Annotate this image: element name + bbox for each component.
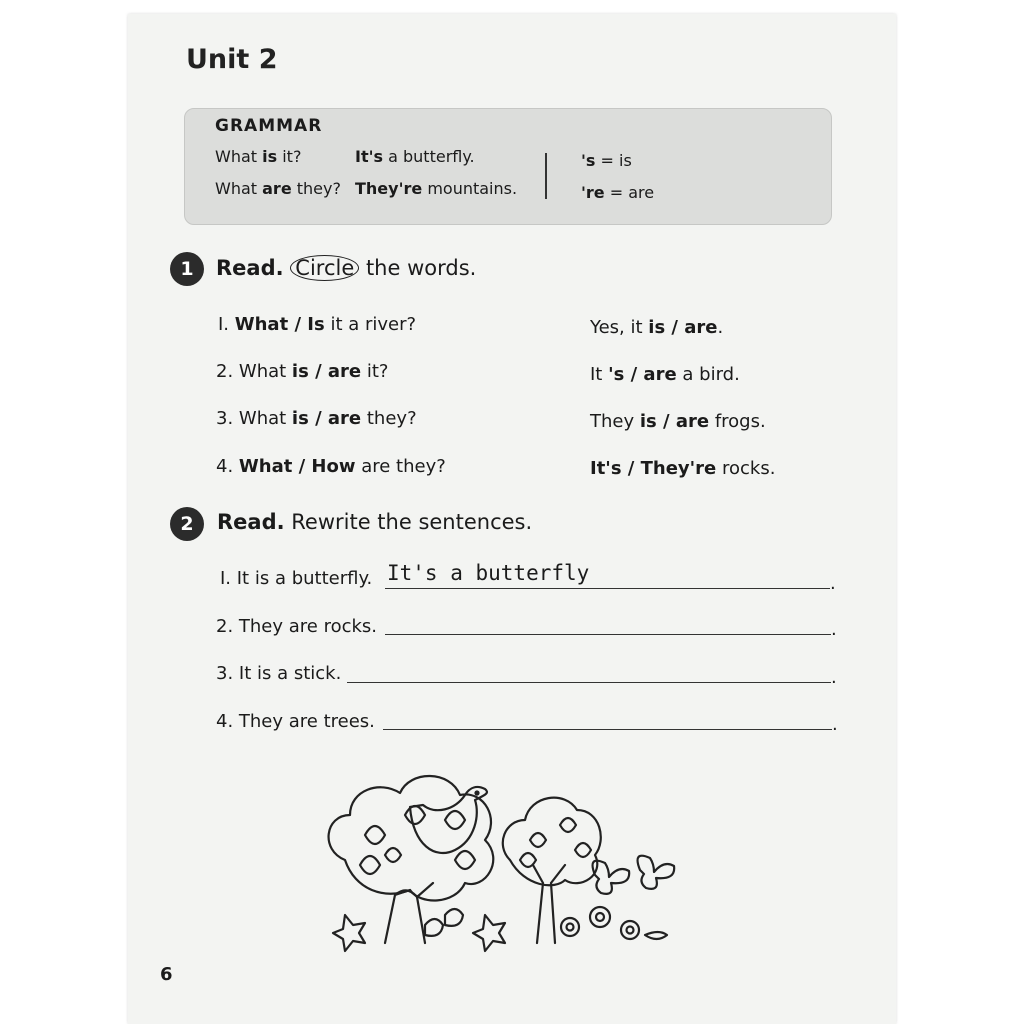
grammar-rule-1: 's = is [581, 151, 632, 170]
ex1-q-segment: What / Is [234, 314, 325, 335]
ex2-prompt-4: 4. They are trees. [216, 711, 375, 732]
exercise-2-heading: Read. Rewrite the sentences. [217, 510, 533, 534]
ex2-prompt-2: 2. They are rocks. [216, 616, 378, 637]
ex1-a-segment: It [590, 364, 609, 385]
ex2-line-2[interactable] [385, 634, 831, 635]
ex1-a-segment: a bird. [676, 364, 740, 385]
ex2-answer-1[interactable]: It's a butterfly [387, 561, 590, 585]
ex1-question-3[interactable] [216, 408, 417, 429]
tree-right-canopy [503, 798, 601, 886]
grammar-answer-2: They're mountains. [355, 179, 518, 198]
ex1-q-segment: it a river? [324, 314, 417, 335]
circle-word: Circle [290, 255, 359, 281]
grammar-rule-2: 're = are [581, 183, 655, 202]
tree-right-trunk [533, 865, 565, 943]
ex1-q-segment: What / How [238, 456, 356, 477]
ex1-a-segment: is / are [639, 411, 710, 432]
butterfly-icon-2 [638, 856, 675, 889]
exercise-2-number: 2 [170, 507, 204, 541]
ex2-line-3[interactable] [347, 682, 831, 683]
ex1-question-2[interactable] [216, 361, 389, 382]
ex1-question-4[interactable] [216, 456, 446, 477]
ex1-a-segment: It's / They're [590, 458, 717, 479]
grammar-answer-1: It's a butterfly. [355, 147, 475, 166]
ex1-q-segment: is / are [291, 408, 362, 429]
ex1-q-segment: it? [361, 361, 389, 382]
ex1-answer-4[interactable] [590, 458, 775, 479]
ex1-a-segment: . [717, 317, 724, 338]
exercise-1-heading: Read. Circle the words. [216, 256, 477, 280]
nature-illustration [315, 765, 695, 955]
exercise-1-number: 1 [170, 252, 204, 286]
grammar-divider [545, 153, 547, 199]
ex1-answer-3[interactable] [590, 411, 766, 432]
ex2-prompt-1: I. It is a butterfly. [220, 568, 373, 589]
ex1-question-1[interactable] [218, 314, 416, 335]
ex1-q-segment: I. [218, 314, 235, 335]
ex1-q-segment: are they? [355, 456, 446, 477]
ex1-q-segment: 3. What [216, 408, 292, 429]
grammar-box [184, 108, 832, 225]
unit-title: Unit 2 [186, 44, 278, 75]
ex1-a-segment: 's / are [608, 364, 677, 385]
ex1-a-segment: They [590, 411, 640, 432]
ex1-q-segment: is / are [291, 361, 362, 382]
ex1-a-segment: Yes, it [590, 317, 649, 338]
ex1-q-segment: 4. [216, 456, 239, 477]
grammar-question-2: What are they? [215, 179, 341, 198]
ex1-q-segment: 2. What [216, 361, 292, 382]
grammar-question-1: What is it? [215, 147, 302, 166]
ex2-prompt-3: 3. It is a stick. [216, 663, 342, 684]
ex2-line-4[interactable] [383, 729, 832, 730]
ex1-a-segment: frogs. [709, 411, 766, 432]
ex1-answer-1[interactable] [590, 317, 723, 338]
ex1-answer-2[interactable] [590, 364, 740, 385]
ex1-a-segment: is / are [648, 317, 718, 338]
ex2-line-1[interactable] [385, 588, 830, 589]
page-number: 6 [160, 964, 173, 985]
ex1-q-segment: they? [361, 408, 417, 429]
flower-icon [590, 907, 610, 927]
grammar-title: GRAMMAR [215, 116, 323, 136]
ex1-a-segment: rocks. [716, 458, 776, 479]
